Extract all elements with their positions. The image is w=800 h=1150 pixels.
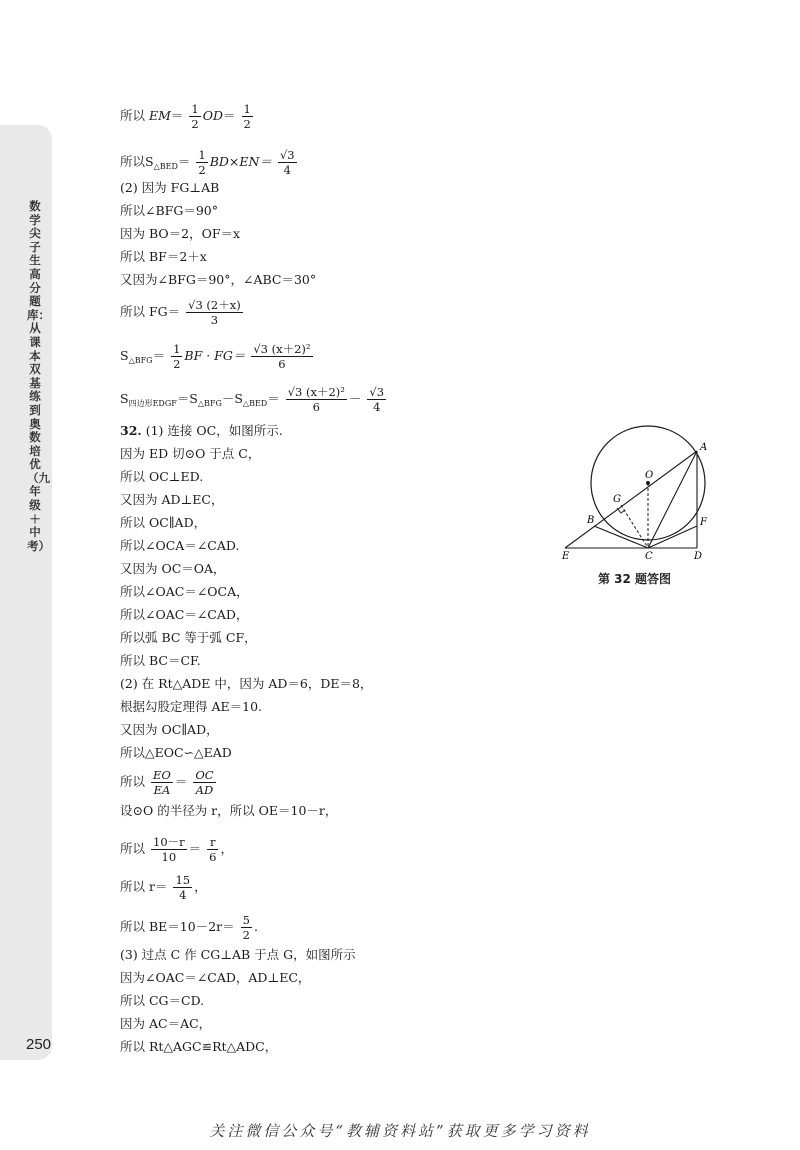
line-16: 所以∠OCA＝∠CAD. — [120, 538, 240, 553]
fraction: $\frac{10-r}{10}$ — [153, 835, 185, 864]
line-21: 所以 BC＝CF. — [120, 653, 201, 668]
line-17: 又因为 OC＝OA， — [120, 561, 226, 576]
line-34: 因为 AC＝AC， — [120, 1016, 212, 1031]
side-tab — [0, 125, 52, 1060]
line-25: 所以△EOC∽△EAD — [120, 745, 232, 760]
line-20: 所以弧 BC 等于弧 CF， — [120, 630, 257, 645]
line-9: $S_{\triangle BFG}=$ $\frac{1}{2}$ BF · FG＝ $\frac{\text{√3 (x＋2)²}}{6}$ — [120, 342, 311, 371]
line-18: 所以∠OAC＝∠OCA， — [120, 584, 249, 599]
geometry-figure — [555, 408, 720, 563]
line-13: 所以 OC⊥ED. — [120, 469, 204, 484]
figure-caption: 第 32 题答图 — [598, 572, 672, 586]
line-7: 又因为∠BFG＝90°，∠ABC＝30° — [120, 272, 317, 287]
line-1: 所以 EM＝ $\frac{1}{2}$ OD＝ $\frac{1}{2}$ — [120, 102, 251, 131]
line-5: 因为 BO＝2，OF＝x — [120, 226, 241, 241]
label-b: B — [587, 515, 595, 526]
line-10: $S_{四边形EDGF}=S_{\triangle BFG}-S_{\triangle BED}=$ $\frac{\text{√3 (x＋2)²}}{6}$ － $\frac{√3}{4}$ — [120, 385, 385, 414]
segment-ea — [565, 451, 697, 548]
line-19: 所以∠OAC＝∠CAD， — [120, 607, 249, 622]
label-e: E — [562, 551, 570, 562]
line-4: 所以∠BFG＝90° — [120, 203, 218, 218]
fraction: $\frac{1}{2}$ — [191, 102, 199, 131]
problem-number: 32. — [120, 423, 142, 438]
label-d: D — [694, 551, 703, 562]
line-3: (2) 因为 FG⊥AB — [120, 180, 220, 195]
line-2: 所以$S_{\triangle BED}=$ $\frac{1}{2}$ BD×EN＝ $\frac{√3}{4}$ — [120, 148, 295, 177]
fraction: $\frac{√3}{4}$ — [279, 148, 295, 177]
line-28: 所以 $\frac{10-r}{10}$ ＝ $\frac{r}{6}$ ， — [120, 835, 233, 864]
label-c: C — [645, 551, 653, 562]
line-11: 32. (1) 连接 OC，如图所示. — [120, 423, 283, 438]
line-15: 所以 OC∥AD， — [120, 515, 207, 530]
label-o: O — [645, 470, 654, 481]
center-point — [646, 481, 650, 485]
label-g: G — [613, 494, 621, 505]
fraction: $\frac{5}{2}$ — [242, 913, 250, 942]
line-6: 所以 BF＝2＋x — [120, 249, 207, 264]
fraction: $\frac{√3 (2+x)}{3}$ — [188, 298, 241, 327]
label-a: A — [700, 442, 708, 453]
line-35: 所以 Rt△AGC≌Rt△ADC， — [120, 1039, 278, 1054]
fraction: $\frac{1}{2}$ — [198, 148, 206, 177]
segment-ac — [648, 451, 697, 548]
line-33: 所以 CG＝CD. — [120, 993, 205, 1008]
book-title-vertical: 数学尖子生高分题库：从课本双基练到奥数培优（九年级＋中考） — [27, 199, 50, 553]
line-12: 因为 ED 切⊙O 于点 C， — [120, 446, 261, 461]
line-22: (2) 在 Rt△ADE 中，因为 AD＝6，DE＝8， — [120, 676, 373, 691]
line-26: 所以 $\frac{EO}{EA}$ ＝ $\frac{OC}{AD}$ — [120, 768, 214, 797]
line-31: (3) 过点 C 作 CG⊥AB 于点 G，如图所示 — [120, 947, 356, 962]
fraction: $\frac{15}{4}$ — [175, 873, 191, 902]
fraction: $\frac{√3}{4}$ — [369, 385, 385, 414]
fraction: $\frac{1}{2}$ — [243, 102, 251, 131]
fraction: $\frac{EO}{EA}$ — [153, 768, 171, 797]
line-8: 所以 FG＝ $\frac{√3 (2+x)}{3}$ — [120, 298, 241, 327]
page-number: 250 — [26, 1036, 52, 1053]
segment-bc — [594, 526, 648, 548]
line-32: 因为∠OAC＝∠CAD，AD⊥EC， — [120, 970, 311, 985]
footer-note: 关注微信公众号“教辅资料站”获取更多学习资料 — [209, 1122, 591, 1140]
fraction: $\frac{r}{6}$ — [209, 835, 217, 864]
line-30: 所以 BE＝10－2r＝ $\frac{5}{2}$ . — [120, 913, 258, 942]
fraction: $\frac{\text{√3 (x＋2)²}}{6}$ — [253, 342, 311, 371]
line-14: 又因为 AD⊥EC， — [120, 492, 224, 507]
line-24: 又因为 OC∥AD， — [120, 722, 219, 737]
segment-cf — [648, 526, 697, 548]
segment-cg-dashed — [621, 505, 648, 548]
fraction: $\frac{OC}{AD}$ — [195, 768, 214, 797]
line-27: 设⊙O 的半径为 r，所以 OE＝10－r， — [120, 803, 338, 818]
fraction: $\frac{\text{√3 (x＋2)²}}{6}$ — [287, 385, 345, 414]
line-29: 所以 r＝ $\frac{15}{4}$ ， — [120, 873, 207, 902]
line-23: 根据勾股定理得 AE＝10. — [120, 699, 263, 714]
label-f: F — [700, 517, 707, 528]
fraction: $\frac{1}{2}$ — [173, 342, 181, 371]
